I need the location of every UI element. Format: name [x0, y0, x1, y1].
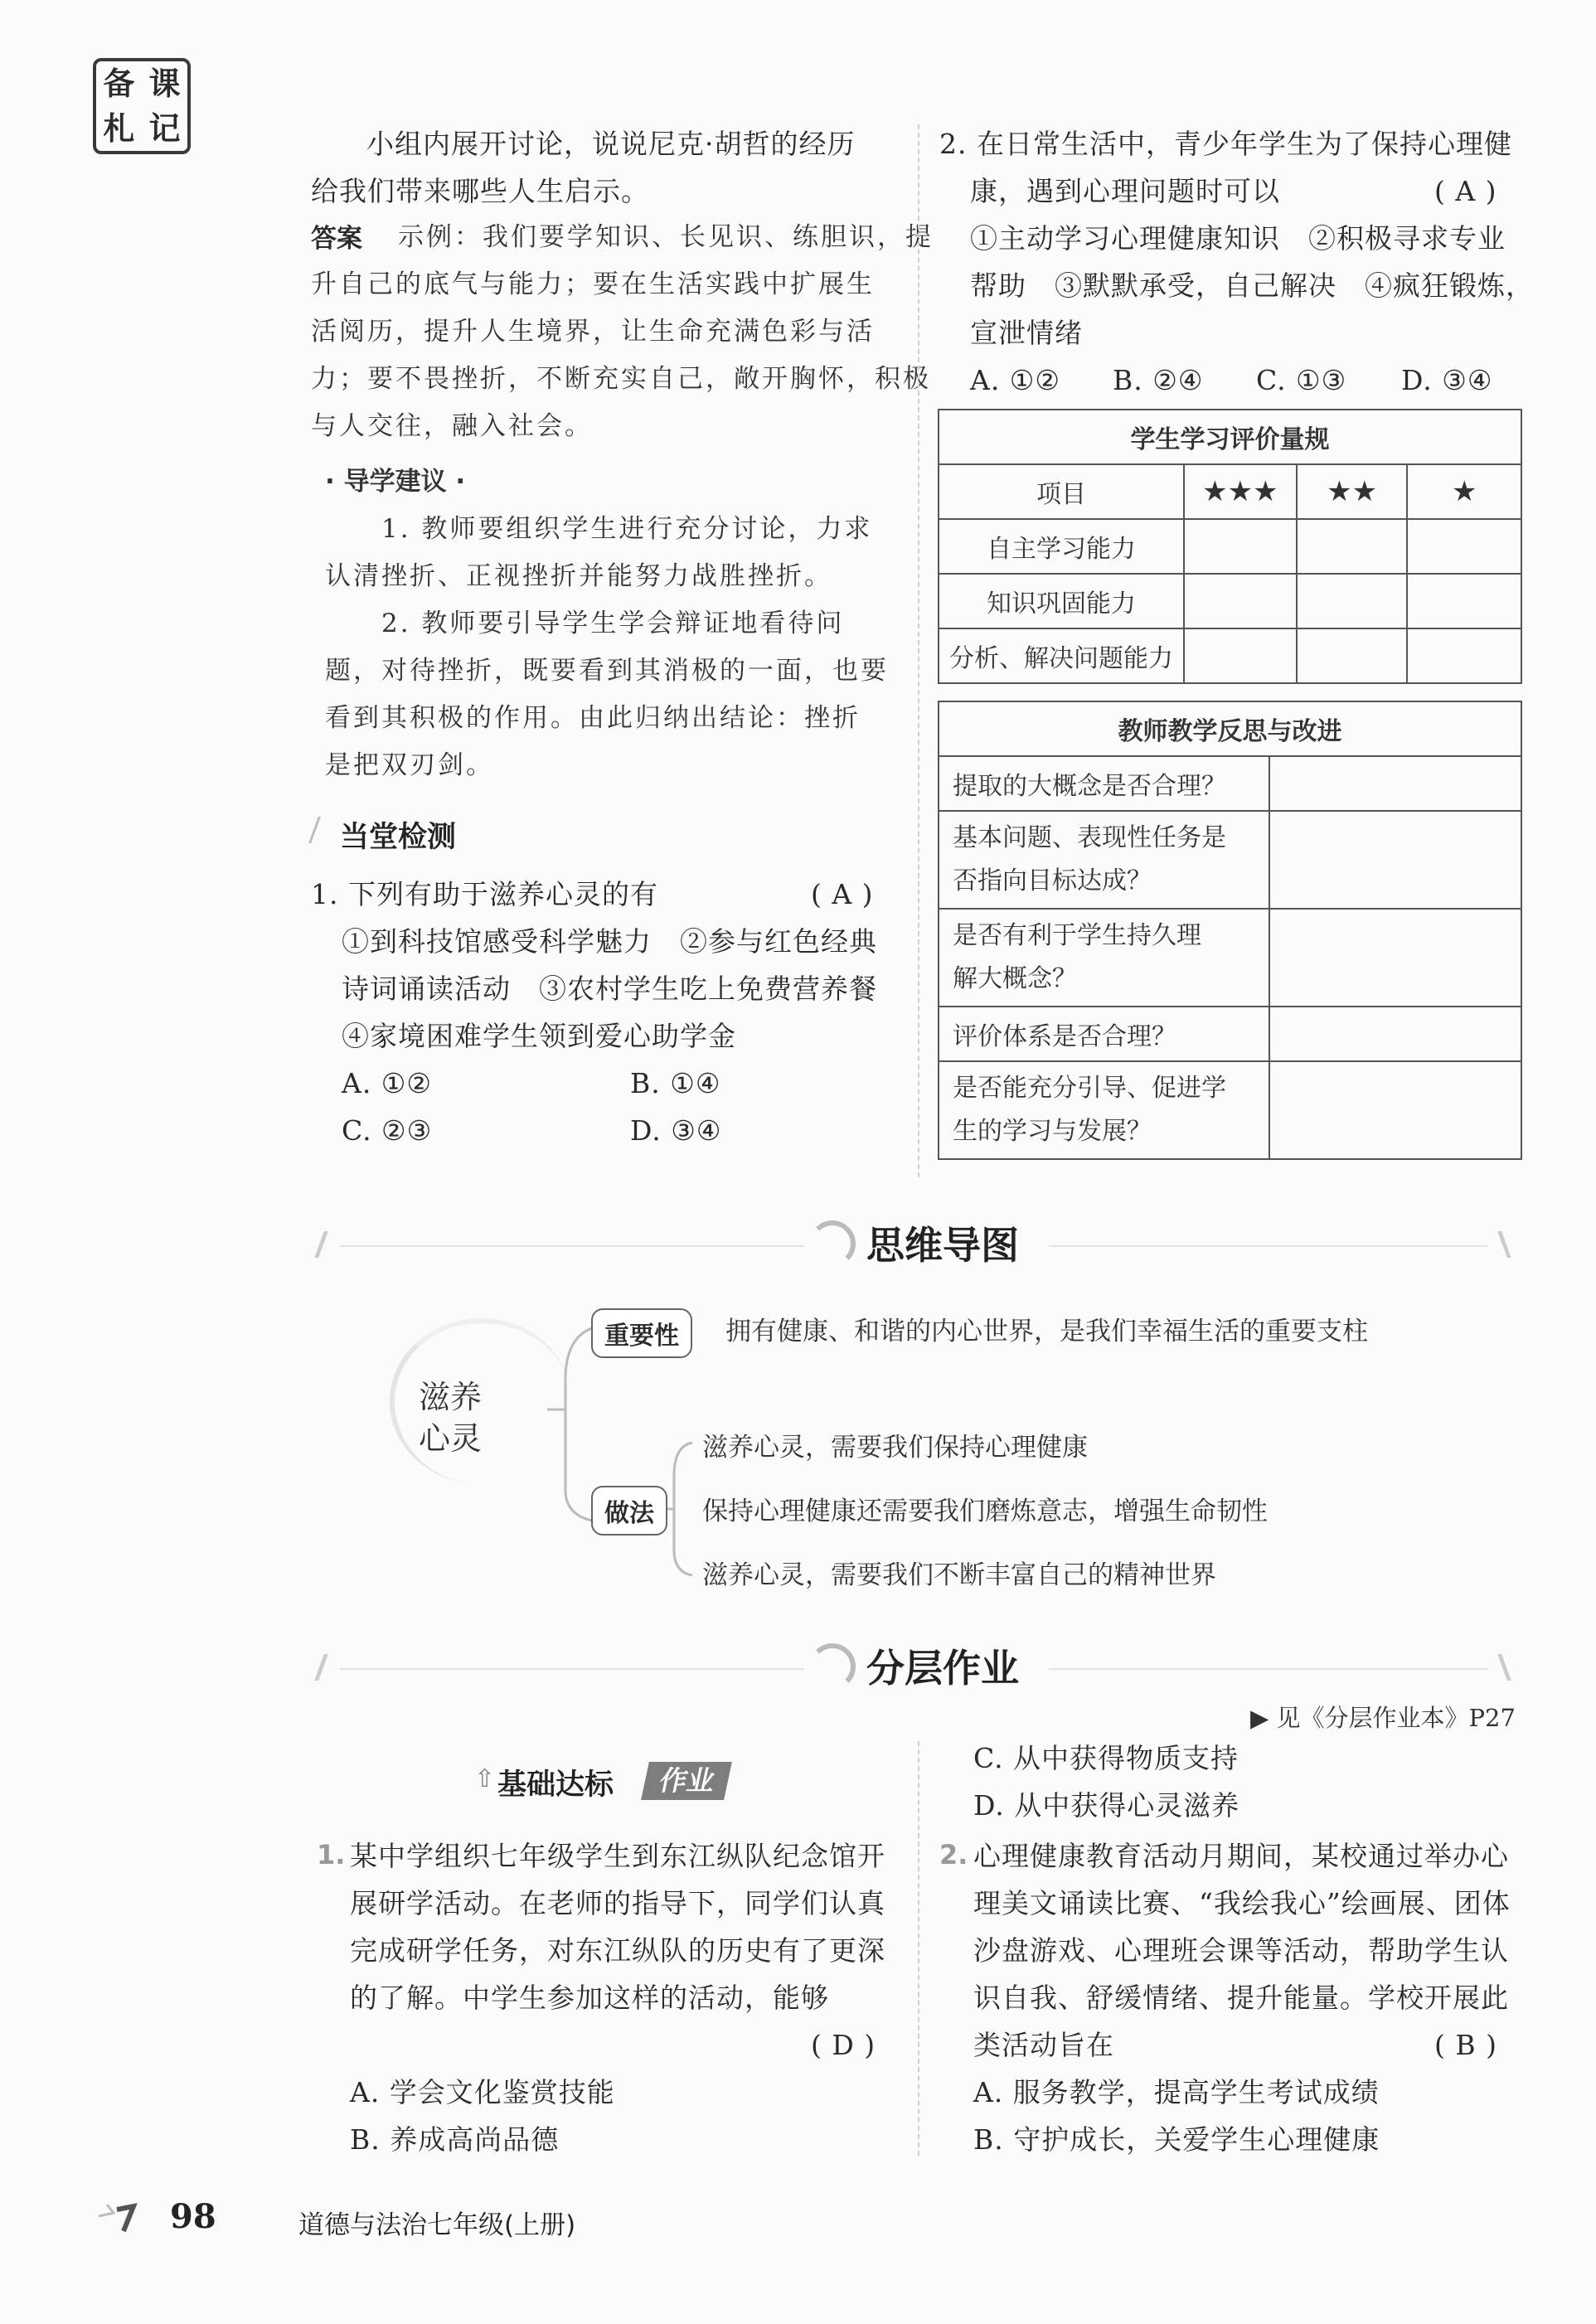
intro-line-2: 给我们带来哪些人生启示。: [311, 175, 649, 207]
mindmap-center: [419, 1376, 482, 1459]
reflect-cell: [1269, 811, 1521, 909]
hw-q2-line: 沙盘游戏、心理班会课等活动，帮助学生认: [973, 1934, 1509, 1967]
reflect-text: 解大概念？: [953, 964, 1077, 993]
section-slash-icon: [314, 1654, 336, 1681]
hw-q1-line: 某中学组织七年级学生到东江纵队纪念馆开: [350, 1840, 885, 1872]
reflect-text: 是否能充分引导、促进学: [953, 1074, 1226, 1103]
q2-line: 帮助 ③默默承受，自己解决 ④疯狂锻炼，: [970, 269, 1534, 302]
slash-icon: [308, 817, 337, 843]
q1-line: ①到科技馆感受科学魅力 ②参与红色经典: [342, 925, 877, 958]
footer-deco-icon: [95, 2201, 145, 2234]
guide-line: 是把双刃剑。: [325, 750, 494, 780]
eval-header-item: 项目: [939, 464, 1184, 519]
intro-line-1: 小组内展开讨论，说说尼克·胡哲的经历: [366, 128, 856, 160]
stamp-char: 备: [103, 65, 135, 102]
reflect-text: 提取的大概念是否合理？: [953, 772, 1226, 801]
stamp-logo: [93, 58, 191, 154]
hw-q2-line: 心理健康教育活动月期间，某校通过举办心: [973, 1840, 1509, 1872]
section-slash-icon: [1497, 1231, 1519, 1258]
section-slash-icon: [314, 1231, 336, 1258]
eval-cell: [1407, 519, 1521, 574]
swirl-icon: [809, 1220, 856, 1267]
eval-cell: [1407, 574, 1521, 628]
branch-importance: 重要性: [591, 1308, 692, 1358]
reflect-cell: [1269, 1007, 1521, 1061]
section-rule: [340, 1668, 804, 1670]
hw-q2-option-b: B. 守护成长，关爱学生心理健康: [973, 2123, 1380, 2156]
q1-option-b: B. ①④: [630, 1067, 721, 1099]
reflect-table-title: 教师教学反思与改进: [939, 701, 1521, 756]
center-text: 滋养: [419, 1379, 483, 1415]
reflect-text: 是否有利于学生持久理: [953, 921, 1201, 950]
branch-connector: [667, 1426, 701, 1592]
eval-table: [938, 409, 1522, 684]
method-item: 保持心理健康还需要我们磨炼意志，增强生命韧性: [702, 1497, 1268, 1526]
answer-line: 活阅历，提升人生境界，让生命充满色彩与活: [311, 317, 875, 347]
stamp-char: 札: [103, 110, 135, 147]
page-number: 98: [170, 2197, 216, 2236]
column-divider: [918, 1741, 919, 2156]
hw-q1-line: 完成研学任务，对东江纵队的历史有了更深: [350, 1934, 885, 1967]
eval-cell: [1407, 628, 1521, 683]
guide-line: 认清挫折、正视挫折并能努力战胜挫折。: [325, 561, 832, 591]
hw-q1-line: 展研学活动。在老师的指导下，同学们认真: [350, 1887, 885, 1919]
section-slash-icon: [1497, 1654, 1519, 1681]
hw-q2-option-a: A. 服务教学，提高学生考试成绩: [973, 2076, 1380, 2108]
answer-line: 与人交往，融入社会。: [311, 411, 593, 441]
hw-q1-line: 的了解。中学生参加这样的活动，能够: [350, 1982, 829, 2014]
reflect-text: 否指向目标达成？: [953, 866, 1152, 895]
homework-title: 分层作业: [866, 1646, 1019, 1691]
guide-title: · 导学建议 ·: [325, 467, 466, 497]
guide-line: 2. 教师要引导学生学会辩证地看待问: [381, 609, 845, 638]
method-item: 滋养心灵，需要我们保持心理健康: [702, 1433, 1088, 1463]
q1-answer: ( A ): [811, 878, 874, 910]
eval-header-1star: ★: [1407, 464, 1521, 519]
eval-row-label: 分析、解决问题能力: [939, 628, 1184, 683]
column-divider: [918, 124, 919, 1177]
reflect-row-label: [939, 811, 1269, 909]
reflect-cell: [1269, 1061, 1521, 1159]
eval-header-3star: ★★★: [1184, 464, 1297, 519]
q1-stem: 1. 下列有助于滋养心灵的有: [311, 878, 658, 910]
hw-q1-number: 1.: [317, 1839, 346, 1870]
sub-tag: 作业: [641, 1762, 732, 1800]
answer-label: 答案: [311, 224, 362, 254]
q2-option-a: A. ①②: [970, 364, 1060, 396]
q2-option-d: D. ③④: [1401, 364, 1493, 396]
check-title: 当堂检测: [340, 821, 457, 854]
eval-table-title: 学生学习评价量规: [939, 410, 1521, 464]
guide-line: 1. 教师要组织学生进行充分讨论，力求: [381, 514, 873, 544]
section-rule: [1049, 1668, 1488, 1670]
up-arrow-icon: ⇧: [474, 1764, 496, 1793]
reflect-row-label: [939, 1061, 1269, 1159]
reflect-cell: [1269, 756, 1521, 811]
hw-q1-option-d: D. 从中获得心灵滋养: [973, 1789, 1240, 1822]
reflect-text: 基本问题、表现性任务是: [953, 823, 1226, 852]
hw-q1-option-b: B. 养成高尚品德: [350, 2123, 560, 2156]
sub-title: 基础达标: [497, 1768, 614, 1802]
hw-q1-option-a: A. 学会文化鉴赏技能: [350, 2076, 615, 2108]
section-rule: [340, 1245, 804, 1247]
reflect-text: 评价体系是否合理？: [953, 1022, 1176, 1051]
q1-line: 诗词诵读活动 ③农村学生吃上免费营养餐: [342, 973, 877, 1005]
eval-row-label: 知识巩固能力: [939, 574, 1184, 628]
hw-q2-number: 2.: [939, 1839, 968, 1870]
q1-option-d: D. ③④: [630, 1114, 722, 1147]
eval-row-label: 自主学习能力: [939, 519, 1184, 574]
book-title: 道德与法治七年级(上册): [298, 2210, 576, 2240]
reflect-table: [938, 701, 1522, 1160]
q2-line: 宣泄情绪: [970, 317, 1083, 349]
reflect-text: 生的学习与发展？: [953, 1117, 1152, 1146]
q2-line: 2. 在日常生活中，青少年学生为了保持心理健: [939, 128, 1512, 160]
method-item: 滋养心灵，需要我们不断丰富自己的精神世界: [702, 1560, 1216, 1590]
reflect-row-label: [939, 1007, 1269, 1061]
q1-option-a: A. ①②: [342, 1067, 432, 1099]
hw-q2-line: 理美文诵读比赛、“我绘我心”绘画展、团体: [973, 1887, 1511, 1919]
eval-cell: [1297, 574, 1408, 628]
eval-header-2star: ★★: [1297, 464, 1408, 519]
swirl-icon: [809, 1643, 856, 1690]
stamp-char: 课: [148, 65, 181, 102]
q1-option-c: C. ②③: [342, 1114, 433, 1147]
answer-line: 示例：我们要学知识、长见识、练胆识，提: [398, 222, 934, 252]
eval-cell: [1184, 574, 1297, 628]
hw-q1-answer: ( D ): [811, 2029, 876, 2061]
workbook-ref: ▶ 见《分层作业本》P27: [1250, 1704, 1516, 1732]
branch-method: 做法: [591, 1486, 667, 1536]
q2-option-b: B. ②④: [1113, 364, 1204, 396]
eval-cell: [1184, 628, 1297, 683]
mindmap-title: 思维导图: [866, 1223, 1019, 1268]
branch-importance-text: 拥有健康、和谐的内心世界，是我们幸福生活的重要支柱: [725, 1317, 1368, 1346]
hw-q2-answer: ( B ): [1434, 2029, 1497, 2061]
answer-line: 升自己的底气与能力；要在生活实践中扩展生: [311, 269, 875, 299]
hw-q2-line: 类活动旨在: [973, 2029, 1114, 2061]
answer-line: 力；要不畏挫折，不断充实自己，敞开胸怀，积极: [311, 364, 931, 394]
guide-line: 题，对待挫折，既要看到其消极的一面，也要: [325, 656, 889, 686]
eval-cell: [1184, 519, 1297, 574]
stamp-char: 记: [148, 110, 181, 147]
q2-line: ①主动学习心理健康知识 ②积极寻求专业: [970, 222, 1506, 255]
eval-cell: [1297, 628, 1408, 683]
eval-cell: [1297, 519, 1408, 574]
q1-line: ④家境困难学生领到爱心助学金: [342, 1020, 736, 1052]
hw-q2-line: 识自我、舒缓情绪、提升能量。学校开展此: [973, 1982, 1509, 2014]
hw-q1-option-c: C. 从中获得物质支持: [973, 1742, 1239, 1774]
q2-option-c: C. ①③: [1256, 364, 1347, 396]
center-text: 心灵: [419, 1420, 483, 1457]
reflect-cell: [1269, 909, 1521, 1007]
q2-line: 康，遇到心理问题时可以: [970, 175, 1280, 207]
reflect-row-label: [939, 909, 1269, 1007]
reflect-row-label: [939, 756, 1269, 811]
section-rule: [1049, 1245, 1488, 1247]
q2-answer: ( A ): [1434, 175, 1497, 207]
guide-line: 看到其积极的作用。由此归纳出结论：挫折: [325, 703, 861, 733]
